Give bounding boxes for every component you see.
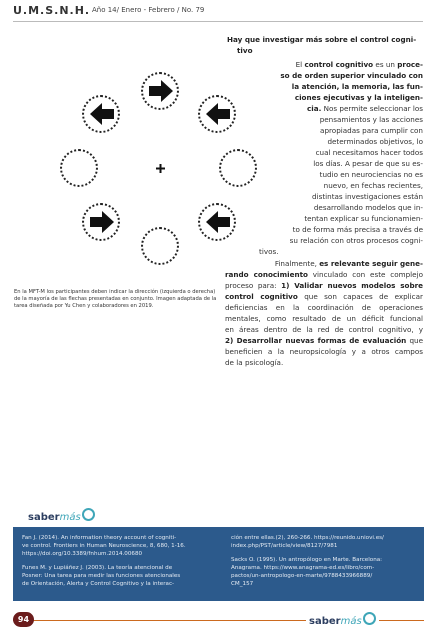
paragraph-line: deficiencias en la coordinación de operaciones — [225, 303, 423, 312]
issue-info: Año 14/ Enero - Febrero / No. 79 — [92, 6, 205, 14]
paragraph-line: los días. A pesar de que su es- — [313, 159, 423, 168]
reference-line: index.php/PST/article/view/8127/7981 — [231, 543, 338, 549]
paragraph-line: desarrollando modelos que in- — [313, 203, 423, 212]
paragraph-line: to de forma más precisa a través de — [292, 225, 423, 234]
paragraph-line: cual necesitamos hacer todos — [315, 148, 423, 157]
paragraph-line: determinados objetivos, lo — [327, 137, 423, 146]
reference-line: ción entre ellas.(2), 260-266. https://reunido.uniovi.es/ — [231, 535, 384, 541]
reference-line: Sacks O. (1995). Un antropólogo en Marte. Barcelona: — [231, 557, 383, 563]
paragraph-line: rando conocimiento vinculado con este complejo — [225, 270, 423, 279]
reference-line: Fan J. (2014). An information theory account of cogniti- — [22, 535, 177, 541]
reference-line: CM_157 — [231, 581, 254, 587]
logo-knot-icon — [363, 612, 376, 625]
arrow-right-icon — [89, 211, 115, 233]
paragraph-line: Finalmente, es relevante seguir gene- — [274, 259, 423, 268]
paragraph-line: so de orden superior vinculado con — [280, 71, 423, 80]
paragraph-line: distintas investigaciones están — [312, 192, 423, 201]
paragraph-line: apropiadas para cumplir con — [320, 126, 423, 135]
paragraph-line: ciones ejecutivas y la inteligen- — [294, 93, 423, 102]
paragraph-line: pensamientos y las acciones — [319, 115, 423, 124]
paragraph-line: cia. Nos permite seleccionar los — [307, 104, 423, 113]
stimulus-circle-bottom — [141, 227, 179, 265]
footer-sabermas-logo: sabermás — [306, 612, 379, 627]
paragraph-line: en áreas dentro de la red de control cognitivo, y — [225, 325, 423, 334]
reference-line: Funes M. y Lupiáñez J. (2003). La teoría atencional de — [22, 565, 173, 571]
reference-line: https://doi.org/10.3389/fnhum.2014.00680 — [22, 551, 143, 557]
paragraph-line: control cognitivo que son capaces de explicar — [225, 292, 423, 301]
reference-line: pactos/un-antropologo-en-marte/9788433966889/ — [231, 573, 373, 579]
paragraph-line: proceso para: 1) Validar nuevos modelos sobre — [225, 281, 424, 290]
references-box — [13, 527, 424, 601]
paragraph-line: su relación con otros procesos cogni- — [289, 236, 423, 245]
section-heading: Hay que investigar más sobre el control cogni- — [227, 35, 417, 44]
reference-line: Posner: Una tarea para medir las funciones atencionales — [22, 573, 181, 579]
arrow-left-icon — [89, 103, 115, 125]
paragraph-line: tivos. — [259, 247, 279, 256]
reference-line: de Orientación, Alerta y Control Cognitivo y la interac- — [22, 581, 175, 587]
paragraph-line: la atención, la memoria, las fun- — [291, 82, 423, 91]
fixation-cross-icon — [156, 164, 165, 173]
figure-caption: En la MFT-M los participantes deben indicar la dirección (izquierda o derecha) de la mayoría de las flechas presentadas en conjunto. Imagen adaptada de la tarea diseñada por Yu Chen y colaboradores en 2019. — [14, 289, 217, 309]
arrow-right-icon — [148, 80, 174, 102]
sabermas-logo: sabermás — [28, 508, 95, 523]
paragraph-line: mentales, como resultado de un déficit funcional — [225, 314, 423, 323]
stimulus-circle-top-left — [82, 95, 120, 133]
stimulus-circle-left — [60, 149, 98, 187]
paragraph-line: beneficien a la neuropsicología y a otros campos — [225, 347, 423, 356]
references-right — [231, 534, 419, 588]
paragraph-line: El control cognitivo es un proce- — [295, 60, 423, 69]
stimulus-circle-bottom-left — [82, 203, 120, 241]
flanker-figure — [0, 0, 230, 290]
body-column — [225, 35, 423, 455]
reference-line: ve control. Frontiers in Human Neuroscience, 8, 680, 1-16. — [22, 543, 186, 549]
page-number: 94 — [13, 612, 34, 627]
paragraph-line: tentan explicar su funcionamien- — [304, 214, 423, 223]
paragraph-line: 2) Desarrollar nuevas formas de evaluación que — [225, 336, 423, 345]
section-heading-cont: tivo — [237, 46, 253, 55]
reference-line: Anagrama. https://www.anagrama-ed.es/libro/com- — [231, 565, 375, 571]
stimulus-circle-top — [141, 72, 179, 110]
paragraph-line: nuevo, en fechas recientes, — [323, 181, 423, 190]
journal-name: U.M.S.N.H. — [13, 4, 91, 17]
paragraph-line: tudio en neurociencias no es — [319, 170, 423, 179]
paragraph-line: de la psicología. — [225, 358, 284, 367]
references-left — [22, 534, 212, 588]
logo-knot-icon — [82, 508, 95, 521]
